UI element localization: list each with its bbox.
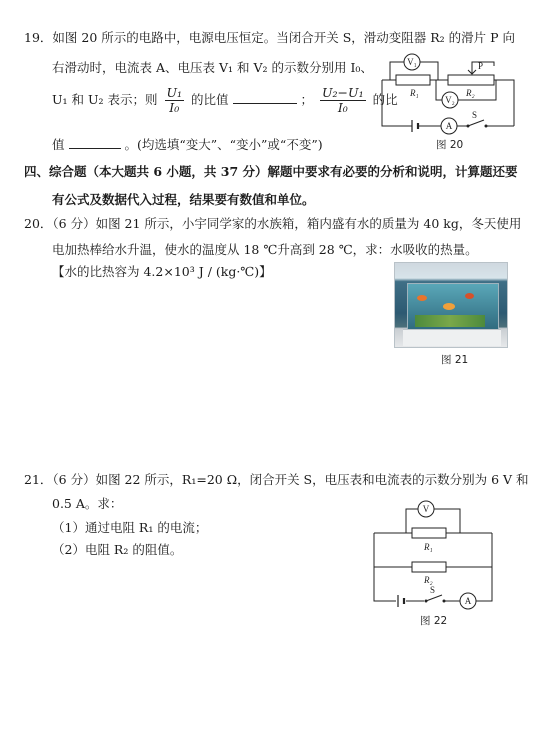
q19-line4 xyxy=(52,135,323,153)
q19-line3 xyxy=(52,86,398,115)
q19-line4-text-a: 值 xyxy=(52,137,65,152)
fig20-a-label: A xyxy=(445,121,453,131)
figure-22-circuit xyxy=(366,495,502,629)
q19-fraction-1 xyxy=(165,86,185,115)
q19-fraction-2 xyxy=(320,86,366,115)
q19-line3-text-a: U₁ 和 U₂ 表示；则 xyxy=(52,92,158,107)
q19-answer-blank-2[interactable] xyxy=(69,136,121,149)
section-4-heading: 四、综合题（本大题共 6 小题，共 37 分）解题中要求有必要的分析和说明，计算题还要 xyxy=(24,164,518,179)
r1-resistor xyxy=(396,75,430,85)
q20-line2: 电加热棒给水升温，使水的温度从 18 ℃升高到 28 ℃，求：水吸收的热量。 xyxy=(52,242,478,257)
fig20-r2-label: R₂ xyxy=(466,88,475,98)
fig20-v1-label: V₁ xyxy=(407,57,417,67)
q19-line3-text-d: 的比 xyxy=(372,92,398,107)
aquarium-cabinet xyxy=(403,329,501,346)
fig22-s-label: S xyxy=(430,585,436,595)
fig20-v2-label: V₂ xyxy=(445,95,455,105)
q21-line1: 21．（6 分）如图 22 所示，R₁=20 Ω，闭合开关 S，电压表和电流表的示数分别为 6 V 和 xyxy=(24,472,529,487)
fig22-caption: 图 22 xyxy=(420,615,448,627)
fig21-caption: 图 21 xyxy=(441,354,469,366)
r2-resistor xyxy=(412,562,446,572)
q21-item1: （1）通过电阻 R₁ 的电流； xyxy=(52,520,208,535)
q19-frac1-numerator: U₁ xyxy=(166,85,183,100)
r2-rheostat xyxy=(448,75,494,85)
q20-line1: 20．（6 分）如图 21 所示，小宇同学家的水族箱，箱内盛有水的质量为 40 kg，冬天使用 xyxy=(24,216,522,231)
q19-answer-blank-1[interactable] xyxy=(233,91,297,104)
q21-item2: （2）电阻 R₂ 的阻值。 xyxy=(52,542,183,557)
figure-20-circuit xyxy=(376,44,524,152)
fig22-a-label: A xyxy=(464,596,472,606)
q19-frac1-denominator: I₀ xyxy=(169,100,180,115)
fig20-p-label: P xyxy=(478,61,484,71)
aquarium-plants xyxy=(415,315,485,327)
fig22-v-label: V xyxy=(422,504,430,514)
q19-line3-text-b: 的比值 xyxy=(191,92,229,107)
q21-line2: 0.5 A。求： xyxy=(52,496,123,511)
q19-line2: 右滑动时，电流表 A、电压表 V₁ 和 V₂ 的示数分别用 I₀、 xyxy=(52,60,373,75)
fig20-s-label: S xyxy=(472,110,478,120)
fish-icon xyxy=(417,295,427,301)
q19-frac2-denominator: I₀ xyxy=(337,100,348,115)
fig22-r1-label: R₁ xyxy=(424,542,433,552)
q19-frac2-numerator: U₂−U₁ xyxy=(322,85,364,100)
figure-21-aquarium-photo xyxy=(394,262,508,348)
fish-icon xyxy=(465,293,474,299)
q19-line1: 19．如图 20 所示的电路中，电源电压恒定。当闭合开关 S，滑动变阻器 R₂ 的滑片 P 向 xyxy=(24,30,516,45)
fig20-caption: 图 20 xyxy=(436,139,464,151)
q19-line4-text-b: 。(均选填“变大”、“变小”或“不变”) xyxy=(124,137,323,152)
q19-line3-text-c: ； xyxy=(300,92,314,107)
fig20-r1-label: R₁ xyxy=(410,88,419,98)
section-4-heading-line2: 有公式及数据代入过程，结果要有数值和单位。 xyxy=(52,192,315,207)
q20-line3: 【水的比热容为 4.2×10³ J / (kg·℃)】 xyxy=(52,264,272,279)
r1-resistor xyxy=(412,528,446,538)
fish-icon xyxy=(443,303,455,310)
fig22-r2-label: R₂ xyxy=(424,575,433,585)
